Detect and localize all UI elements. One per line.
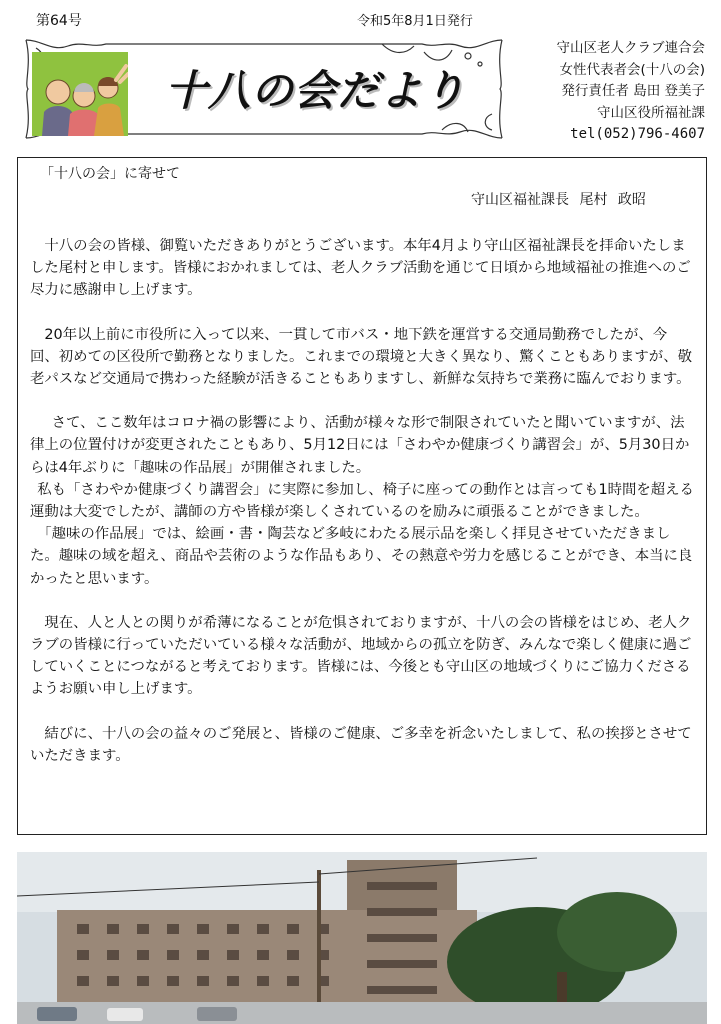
letter-paragraph: 「趣味の作品展」では、絵画・書・陶芸など多岐にわたる展示品を楽しく拝見させていただきました。趣味の域を超え、商品や芸術のような作品もあり、その熱意や労力を感じることができ、本当に良かったと思います。 xyxy=(30,526,693,587)
letter-paragraph: 20年以上前に市役所に入って以来、一貫して市バス・地下鉄を運営する交通局勤務でしたが、今回、初めての区役所で勤務となりました。これまでの環境と大きく異なり、驚くこともありますが、敬老パスなど交通局で携わった経験が活きることもありますし、新鮮な気持ちで業務に臨んでおります。 xyxy=(30,326,692,388)
publisher-line: 守山区老人クラブ連合会 xyxy=(556,40,705,56)
publisher-line: 守山区役所福祉課 xyxy=(597,104,705,121)
letter-paragraph: 私も「さわやか健康づくり講習会」に実際に参加し、椅子に座っての動作とは言っても1時間を超える運動は大変でしたが、講師の方や皆様が楽しくされているのを励みに頑張ることができました。 xyxy=(30,481,694,521)
letter-paragraph: さて、ここ数年はコロナ禍の影響により、活動が様々な形で制限されていたと聞いていますが、法律上の位置付けが変更されたこともあり、5月12日には「さわやか健康づくり講習会」が、5月30日からは4年ぶりに「趣味の作品展」が開催されました。 xyxy=(30,415,690,476)
elderly-group-illustration xyxy=(32,52,128,136)
letter-paragraph: 十八の会の皆様、御覧いただきありがとうございます。本年4月より守山区福祉課長を拝命いたしました尾村と申します。皆様におかれましては、老人クラブ活動を通じて日頃から地域福祉の推進へのご尽力に感謝申し上げます。 xyxy=(30,238,691,299)
publisher-tel: tel(052)796-4607 xyxy=(570,126,705,142)
publisher-line: 発行責任者 島田 登美子 xyxy=(561,83,705,99)
issue-number: 第64号 xyxy=(36,13,82,29)
letter-author: 守山区福祉課長 尾村 政昭 xyxy=(471,192,646,208)
letter-heading: 「十八の会」に寄せて xyxy=(40,166,180,182)
masthead-title: 十八の会だより xyxy=(165,66,467,115)
ward-office-photo xyxy=(17,852,707,1024)
letter-paragraph: 結びに、十八の会の益々のご発展と、皆様のご健康、ご多幸を祈念いたしまして、私の挨拶とさせていただきます。 xyxy=(30,725,692,764)
publisher-line: 女性代表者会(十八の会) xyxy=(559,61,705,78)
letter-paragraph: 現在、人と人との関りが希薄になることが危惧されておりますが、十八の会の皆様をはじめ、老人クラブの皆様に行っていただいている様々な活動が、地域からの孤立を防ぎ、みんなで楽しく健康に過ごしていくことにつながると考えております。皆様には、今後とも守山区の地域づくりにご協力くださるようお願い申し上げます。 xyxy=(30,614,692,698)
letter-body xyxy=(30,235,695,767)
publish-date: 令和5年8月1日発行 xyxy=(357,14,473,29)
publisher-info xyxy=(557,38,706,146)
